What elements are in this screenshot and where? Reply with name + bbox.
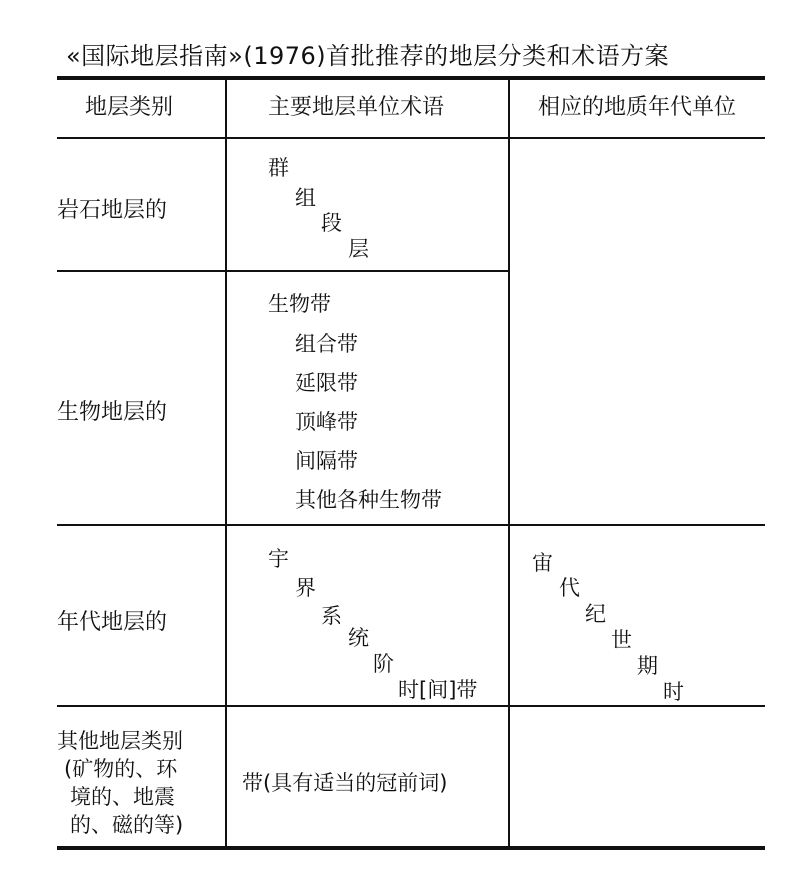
page-title: «国际地层指南»(1976)首批推荐的地层分类和术语方案 [66,42,670,70]
unit-bio-acme: 顶峰带 [295,410,358,434]
unit-chrono-eonothem: 宇 [268,547,289,571]
unit-bio-range: 延限带 [295,371,358,395]
column-divider-1 [225,80,227,846]
unit-bio-biozone: 生物带 [268,292,331,316]
column-divider-2 [508,80,510,846]
unit-litho-group: 群 [268,156,289,180]
header-rule [57,137,765,139]
category-chrono: 年代地层的 [57,610,168,635]
unit-chrono-stage: 阶 [373,652,394,676]
unit-bio-other: 其他各种生物带 [295,488,442,512]
unit-chrono-erathem: 界 [295,576,316,600]
unit-bio-interval: 间隔带 [295,449,358,473]
header-units: 主要地层单位术语 [268,95,445,120]
geochron-era: 代 [559,576,580,600]
category-other-line-2: (矿物的、环 [64,757,178,781]
unit-other-zone: 带(具有适当的冠前词) [242,771,448,795]
category-other-line-4: 的、磁的等) [70,813,184,837]
unit-litho-member: 段 [321,211,342,235]
category-other-line-1: 其他地层类别 [57,729,183,753]
unit-litho-bed: 层 [348,237,369,261]
geochron-period: 纪 [585,602,606,626]
unit-bio-assemblage: 组合带 [295,332,358,356]
geochron-eon: 宙 [532,551,553,575]
litho-bio-divider [57,270,508,272]
chrono-other-divider [57,705,765,707]
unit-chrono-chronozone: 时[间]带 [398,678,478,702]
geochron-age: 期 [637,654,658,678]
header-category: 地层类别 [85,95,174,120]
bottom-rule [57,846,765,850]
geochron-chron: 时 [663,680,684,704]
header-geochron: 相应的地质年代单位 [538,95,737,120]
unit-litho-formation: 组 [295,186,316,210]
category-litho: 岩石地层的 [57,198,168,223]
geochron-epoch: 世 [611,628,632,652]
unit-chrono-system: 系 [321,604,342,628]
bio-chrono-divider [57,524,765,526]
top-rule [57,76,765,80]
unit-chrono-series: 统 [348,626,369,650]
category-other-line-3: 境的、地震 [70,785,175,809]
category-bio: 生物地层的 [57,400,168,425]
